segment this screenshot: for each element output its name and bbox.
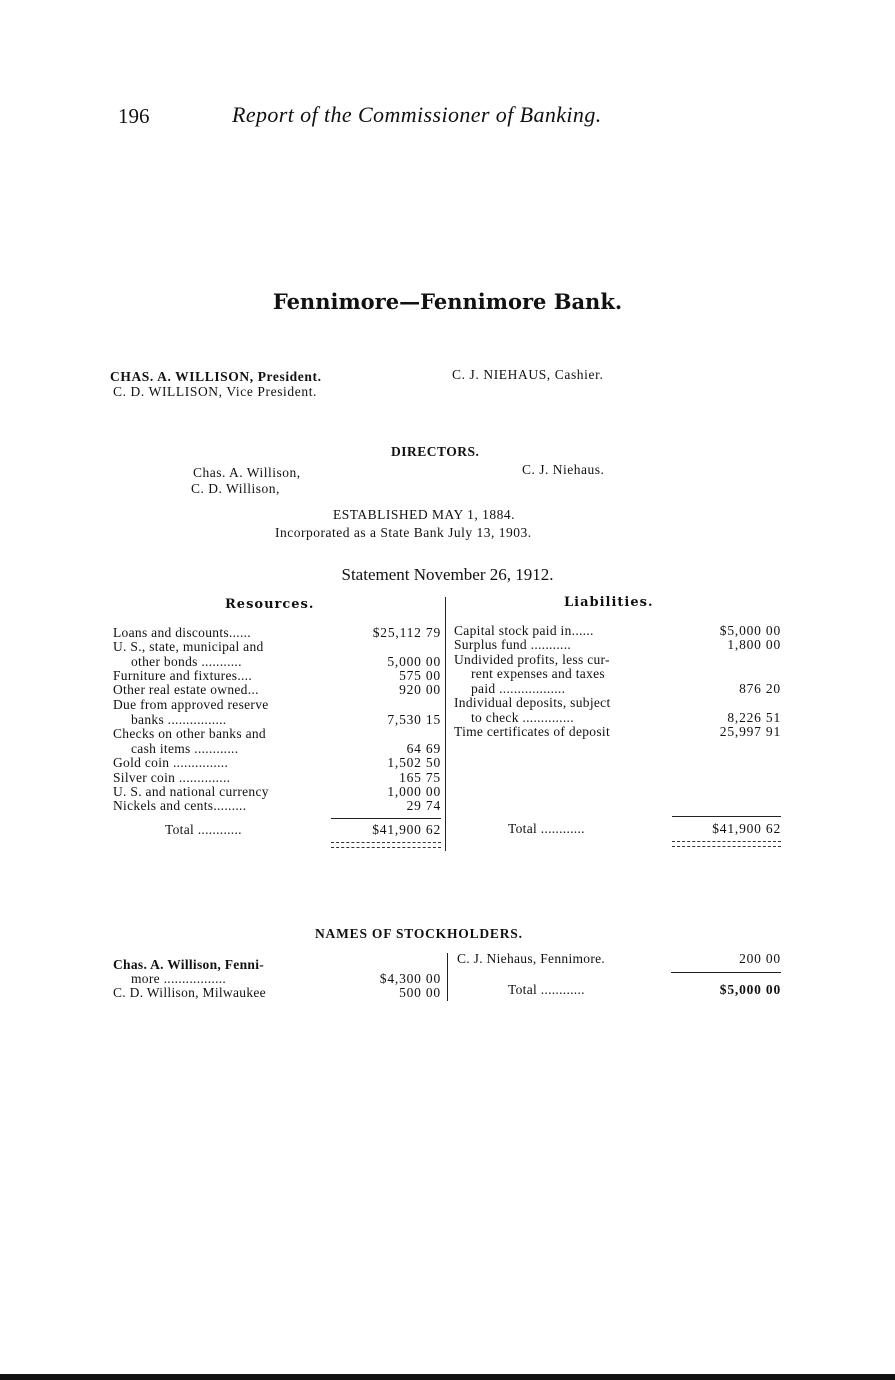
resources-heading: Resources. <box>225 597 315 612</box>
row-label: Individual deposits, subject <box>454 695 611 710</box>
liabilities-heading: Liabilities. <box>564 595 654 610</box>
row-label: Checks on other banks and <box>113 726 266 741</box>
table-row <box>113 713 441 727</box>
list-item <box>113 972 441 986</box>
table-row <box>113 683 441 697</box>
row-label: Due from approved reserve <box>113 697 269 712</box>
table-row <box>113 756 441 770</box>
page-number: 196 <box>118 104 150 128</box>
table-row <box>113 742 441 756</box>
row-amount: 7,530 15 <box>387 712 441 727</box>
row-label: banks ................ <box>131 712 227 727</box>
total-label: Total ............ <box>165 822 242 837</box>
row-label: Time certificates of deposit <box>454 724 610 739</box>
row-amount: 64 69 <box>406 741 441 756</box>
row-amount: 200 00 <box>739 951 781 966</box>
row-label: other bonds ........... <box>131 654 242 669</box>
row-label: C. D. Willison, Milwaukee <box>113 985 266 1000</box>
statement-date: Statement November 26, 1912. <box>341 565 554 584</box>
total-amount: $41,900 62 <box>712 821 781 836</box>
row-label: Undivided profits, less cur- <box>454 652 610 667</box>
row-amount: 8,226 51 <box>727 710 781 725</box>
row-label: Capital stock paid in...... <box>454 623 594 638</box>
list-item <box>113 986 441 1000</box>
incorporated-line: Incorporated as a State Bank July 13, 1903. <box>275 525 532 540</box>
liabilities-total-row <box>508 822 781 836</box>
total-label: Total ............ <box>508 821 585 836</box>
stockholders-total-row <box>508 983 781 997</box>
running-title: Report of the Commissioner of Banking. <box>232 102 602 127</box>
row-amount: 29 74 <box>406 798 441 813</box>
resources-table <box>113 626 441 816</box>
row-label: U. S. and national currency <box>113 784 269 799</box>
row-label: rent expenses and taxes <box>471 666 605 681</box>
liabilities-table <box>454 624 781 744</box>
table-row <box>454 653 781 667</box>
table-row <box>454 638 781 652</box>
row-amount: 575 00 <box>399 668 441 683</box>
table-row <box>454 624 781 638</box>
table-row <box>113 785 441 799</box>
table-row <box>113 799 441 813</box>
row-label: Gold coin ............... <box>113 755 229 770</box>
table-row <box>454 696 781 710</box>
row-amount: 1,502 50 <box>387 755 441 770</box>
total-label: Total ............ <box>508 982 585 997</box>
list-item <box>457 952 781 966</box>
row-amount: 1,800 00 <box>727 637 781 652</box>
row-label: Silver coin .............. <box>113 770 231 785</box>
subtotal-rule <box>671 972 781 973</box>
officer-cashier: C. J. NIEHAUS, Cashier. <box>452 367 604 382</box>
subtotal-rule <box>672 816 781 817</box>
column-divider <box>445 597 446 851</box>
row-amount: 1,000 00 <box>387 784 441 799</box>
column-divider <box>447 953 448 1001</box>
officer-president: CHAS. A. WILLISON, President. <box>110 369 322 384</box>
row-amount: $5,000 00 <box>719 623 781 638</box>
row-amount: 920 00 <box>399 682 441 697</box>
table-row <box>454 682 781 696</box>
row-label: C. J. Niehaus, Fennimore. <box>457 951 606 966</box>
stockholders-left <box>113 958 441 1003</box>
total-amount: $5,000 00 <box>719 982 781 997</box>
row-label: Loans and discounts...... <box>113 625 251 640</box>
row-amount: 500 00 <box>399 985 441 1000</box>
row-label: Surplus fund ........... <box>454 637 572 652</box>
officer-vice-president: C. D. WILLISON, Vice President. <box>113 384 318 399</box>
stockholders-heading: NAMES OF STOCKHOLDERS. <box>315 926 523 941</box>
row-label: more ................. <box>131 971 227 986</box>
page-bottom-edge <box>0 1374 895 1380</box>
row-label: Chas. A. Willison, Fenni- <box>113 957 265 972</box>
list-item <box>113 958 441 972</box>
director-name: C. D. Willison, <box>191 481 280 496</box>
table-row <box>113 626 441 640</box>
row-label: Furniture and fixtures.... <box>113 668 253 683</box>
table-row <box>113 640 441 654</box>
row-amount: 876 20 <box>739 681 781 696</box>
double-rule <box>331 842 441 848</box>
row-label: Nickels and cents......... <box>113 798 247 813</box>
table-row <box>454 725 781 739</box>
subtotal-rule <box>331 818 441 819</box>
table-row <box>113 727 441 741</box>
row-label: paid .................. <box>471 681 566 696</box>
resources-total-row <box>165 823 441 837</box>
double-rule <box>672 841 781 847</box>
table-row <box>454 711 781 725</box>
row-label: Other real estate owned... <box>113 682 259 697</box>
directors-heading: DIRECTORS. <box>391 444 480 459</box>
row-label: to check .............. <box>471 710 574 725</box>
table-row <box>113 771 441 785</box>
row-label: U. S., state, municipal and <box>113 639 264 654</box>
row-amount: $25,112 79 <box>372 625 441 640</box>
director-name: Chas. A. Willison, <box>193 465 301 480</box>
row-amount: $4,300 00 <box>379 971 441 986</box>
table-row <box>113 698 441 712</box>
director-name: C. J. Niehaus. <box>522 462 605 477</box>
row-label: cash items ............ <box>131 741 239 756</box>
total-amount: $41,900 62 <box>372 822 441 837</box>
row-amount: 165 75 <box>399 770 441 785</box>
table-row <box>113 655 441 669</box>
row-amount: 25,997 91 <box>719 724 781 739</box>
row-amount: 5,000 00 <box>387 654 441 669</box>
table-row <box>454 667 781 681</box>
bank-title: Fennimore—Fennimore Bank. <box>272 289 623 314</box>
established-line: ESTABLISHED MAY 1, 1884. <box>333 507 516 522</box>
table-row <box>113 669 441 683</box>
